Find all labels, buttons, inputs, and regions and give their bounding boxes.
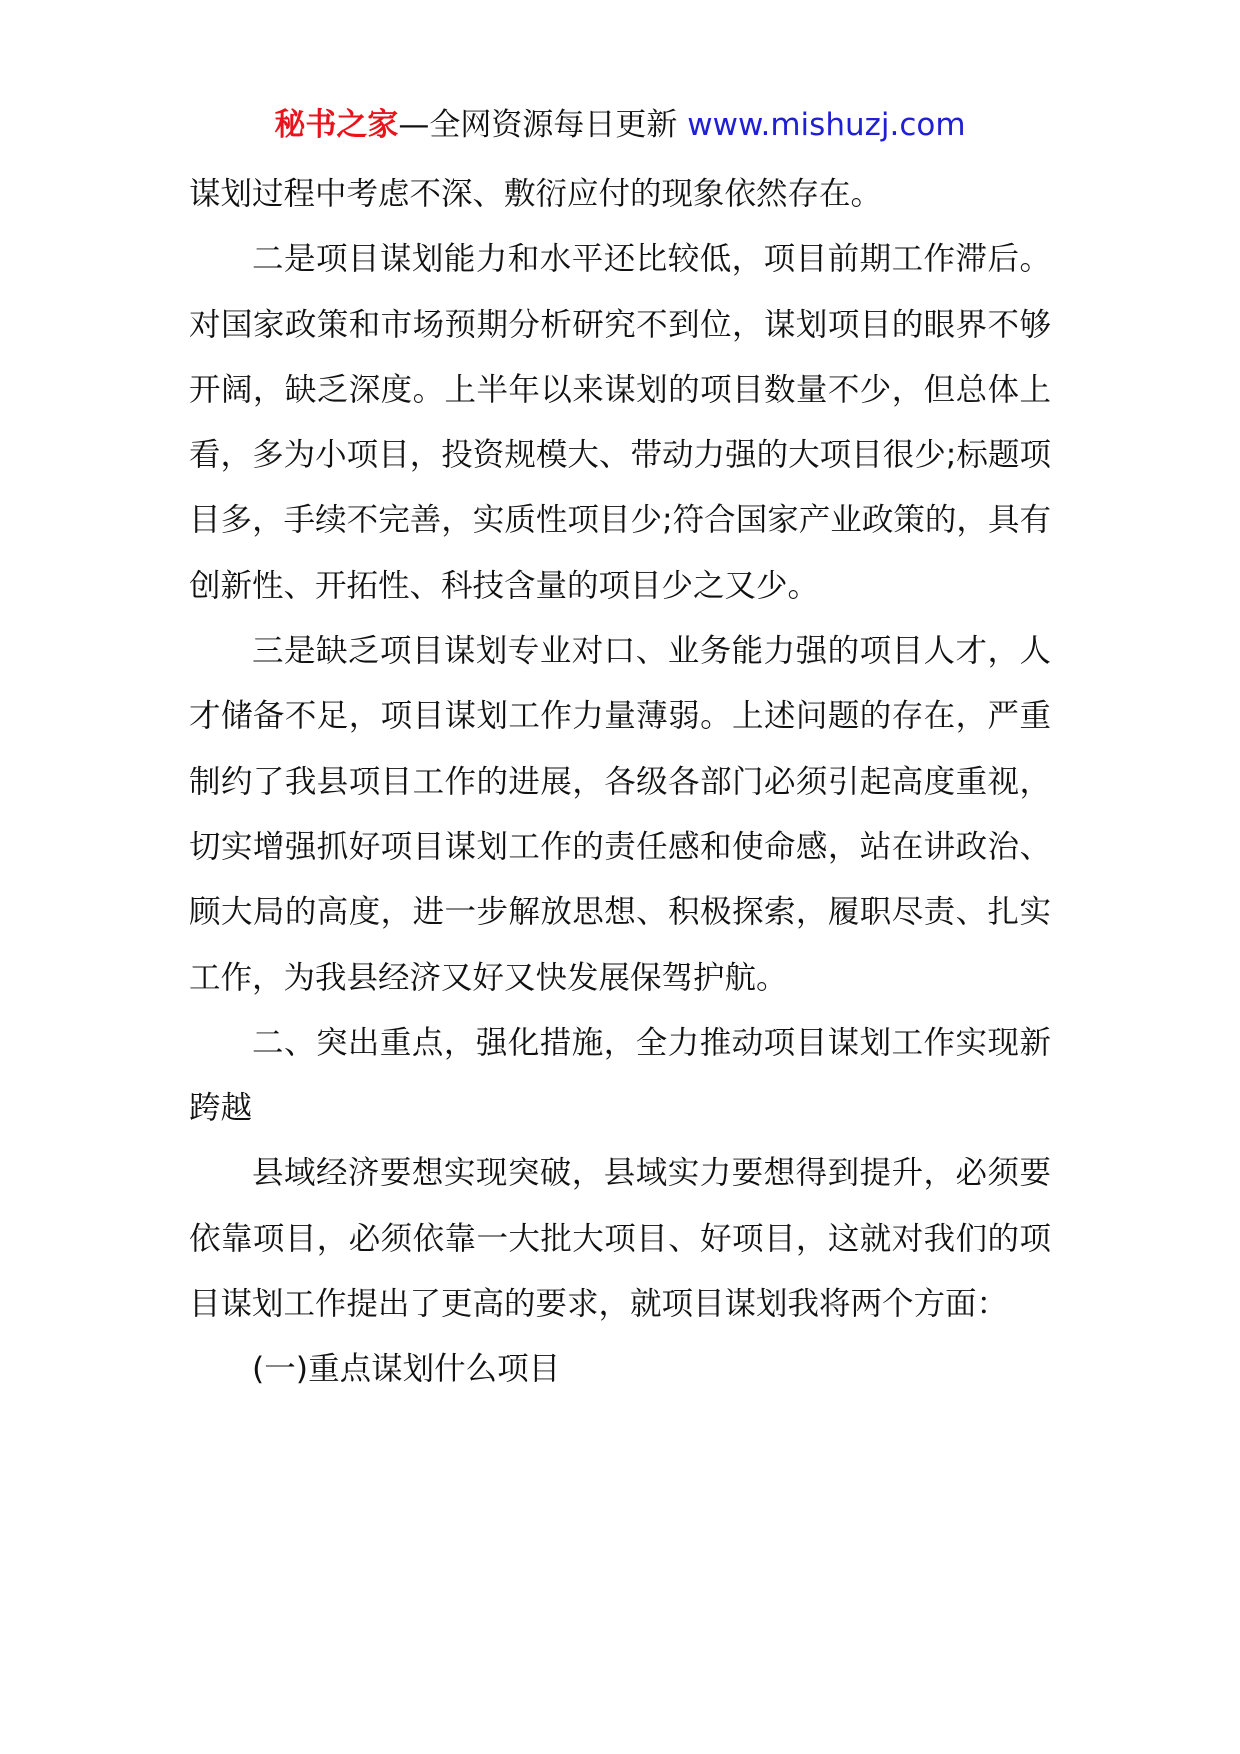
- header-tagline: —全网资源每日更新: [398, 107, 688, 143]
- paragraph-point-three: 三是缺乏项目谋划专业对口、业务能力强的项目人才，人才储备不足，项目谋划工作力量薄弱。上述问题的存在，严重制约了我县项目工作的进展，各级各部门必须引起高度重视，切实增强抓好项目谋划工作的责任感和使命感，站在讲政治、顾大局的高度，进一步解放思想、积极探索，履职尽责、扎实工作，为我县经济又好又快发展保驾护航。: [189, 633, 1051, 996]
- paragraph-continuation: 谋划过程中考虑不深、敷衍应付的现象依然存在。: [189, 176, 883, 212]
- document-body: [189, 162, 1051, 1403]
- subsection-heading: (一)重点谋划什么项目: [252, 1351, 561, 1388]
- site-url-link[interactable]: www.mishuzj.com: [687, 107, 966, 143]
- site-header: [0, 100, 1240, 150]
- brand-name: 秘书之家: [274, 107, 399, 143]
- section-heading: 二、突出重点，强化措施，全力推动项目谋划工作实现新跨越: [189, 1024, 1051, 1127]
- paragraph-county-economy: 县域经济要想实现突破，县域实力要想得到提升，必须要依靠项目，必须依靠一大批大项目、好项目，这就对我们的项目谋划工作提出了更高的要求，就项目谋划我将两个方面：: [189, 1155, 1051, 1323]
- paragraph-point-two: 二是项目谋划能力和水平还比较低，项目前期工作滞后。对国家政策和市场预期分析研究不到位，谋划项目的眼界不够开阔，缺乏深度。上半年以来谋划的项目数量不少，但总体上看，多为小项目，投资规模大、带动力强的大项目很少;标题项目多，手续不完善，实质性项目少;符合国家产业政策的，具有创新性、开拓性、科技含量的项目少之又少。: [189, 241, 1051, 604]
